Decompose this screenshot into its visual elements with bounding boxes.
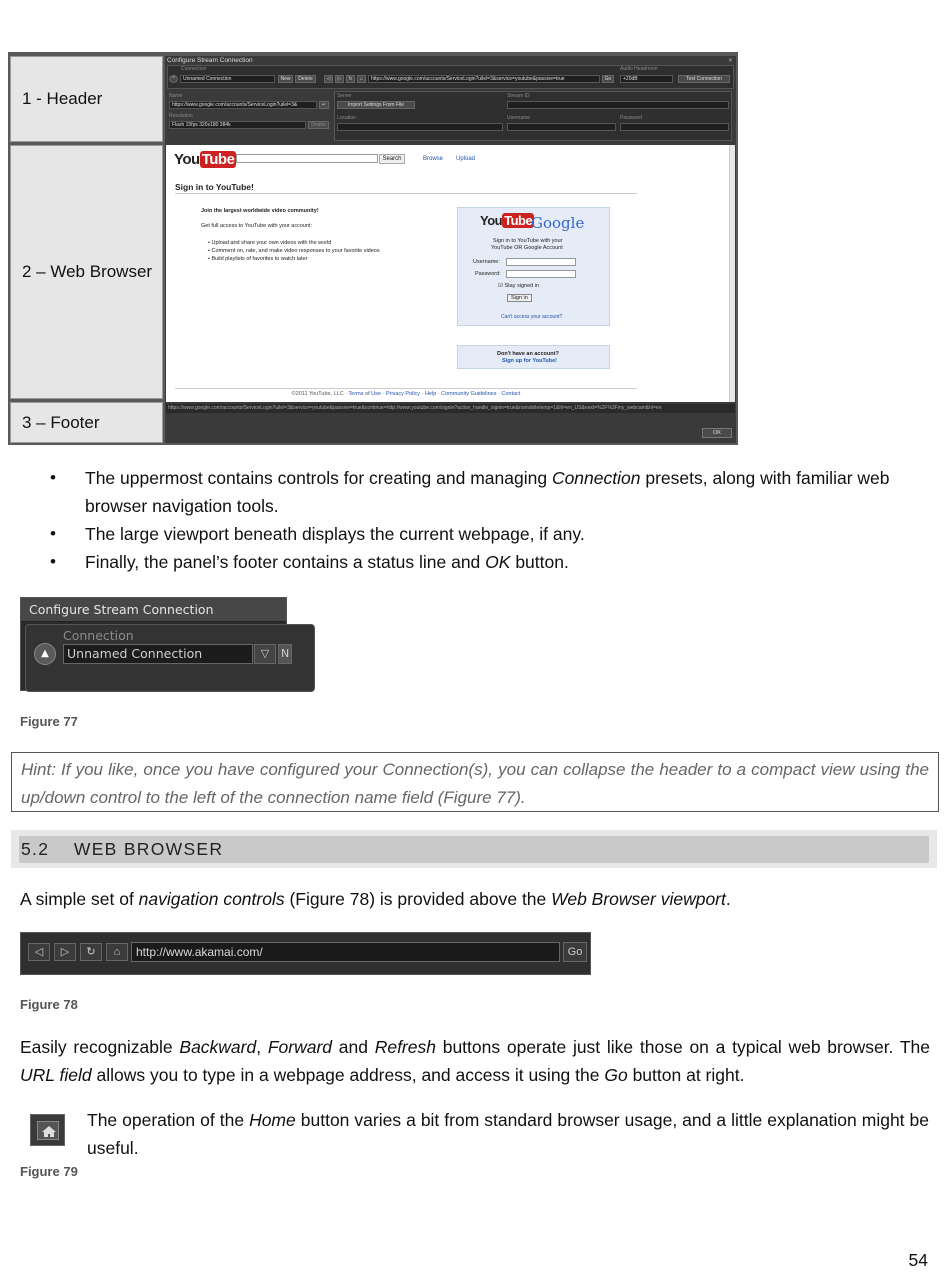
username-label: Username [507, 115, 531, 121]
window-title: Configure Stream Connection [167, 57, 253, 64]
home-button[interactable]: ⌂ [357, 75, 366, 83]
access-text: Get full access to YouTube with your account: [201, 223, 313, 229]
figure-77-caption: Figure 77 [20, 714, 78, 729]
collapse-toggle-icon[interactable]: ^ [169, 75, 178, 83]
cant-access-link[interactable]: Can't access your account? [501, 314, 563, 320]
vertical-scrollbar[interactable] [729, 145, 735, 402]
page-number: 54 [908, 1250, 928, 1270]
name-field[interactable]: https://www.google.com/accounts/ServiceLogin?uilel=3& [169, 101, 317, 109]
box-text-2: YouTube OR Google Account [491, 245, 563, 251]
server-panel [334, 91, 732, 141]
join-text: Join the largest worldwide video community! [201, 208, 319, 214]
name-label: Name [169, 93, 183, 99]
terms-link[interactable]: Terms of Use [348, 391, 381, 397]
server-label: Server [337, 93, 352, 99]
no-account-text: Don't have an account? [497, 351, 559, 357]
youtube-search-input[interactable] [236, 154, 378, 163]
location-label: Location [337, 115, 356, 121]
section-heading [11, 830, 937, 868]
resolution-select[interactable]: Flash 15fps 320x180 384k [169, 121, 306, 129]
bullet-item: • The uppermost contains controls for creating and managing Connection presets, along with familiar web browser navigation tools. [50, 464, 930, 520]
enter-icon[interactable]: ↵ [319, 101, 329, 109]
sign-in-heading: Sign in to YouTube! [175, 182, 254, 192]
feature-item: • Comment on, rate, and make video responses to your favorite videos [208, 248, 380, 254]
password-field[interactable] [620, 123, 729, 131]
youtube-search-button[interactable]: Search [379, 154, 405, 164]
configure-stream-connection-window [165, 56, 736, 443]
figure-77-image [20, 597, 290, 691]
region-labels [10, 54, 163, 443]
paragraph-navigation: A simple set of navigation controls (Figure 78) is provided above the Web Browser viewport. [20, 889, 731, 909]
web-browser-viewport[interactable] [166, 145, 735, 402]
status-line: https://www.google.com/accounts/ServiceLogin?uilel=3&service=youtube&passive=true&continue=http://www.youtube.com/signin?action_handle_signin=true&nomobiletemp=1&hl=en_US&next=%2F%3Fmy_webcam&hl=en [166, 404, 735, 413]
upload-link[interactable]: Upload [456, 156, 476, 162]
resolution-delete-button[interactable]: Delete [308, 121, 329, 129]
username-label: Username: [473, 259, 500, 265]
privacy-link[interactable]: Privacy Policy [385, 391, 421, 397]
paragraph-home: The operation of the Home button varies a bit from standard browser usage, and a little explanation might be useful. [87, 1110, 930, 1158]
close-icon[interactable]: ✕ [727, 58, 733, 64]
ok-button[interactable]: OK [702, 428, 732, 438]
label-header: 1 - Header [10, 56, 163, 142]
sign-in-button[interactable]: Sign in [507, 294, 532, 302]
username-input[interactable] [506, 258, 576, 266]
new-button-partial[interactable]: N [278, 644, 292, 664]
refresh-button[interactable]: ↻ [80, 943, 102, 961]
new-button[interactable]: New [278, 75, 293, 83]
collapse-toggle-icon[interactable]: ▲ [34, 643, 56, 665]
resolution-label: Resolution [169, 113, 193, 119]
go-button[interactable]: Go [602, 75, 614, 83]
audio-headroom-label: Audio Headroom [620, 66, 658, 72]
connection-label: Connection [181, 66, 207, 72]
label-footer: 3 – Footer [10, 402, 163, 443]
password-input[interactable] [506, 270, 576, 278]
stay-signed-in-checkbox[interactable]: ☑ Stay signed in [498, 283, 540, 289]
youtube-small-logo: You Tube [480, 213, 533, 228]
audio-headroom-select[interactable]: +20dB [620, 75, 673, 83]
chevron-down-icon[interactable]: ▽ [254, 644, 276, 664]
test-connection-button[interactable]: Test Connection [678, 75, 730, 83]
password-label: Password: [475, 271, 501, 277]
window-title: Configure Stream Connection [21, 598, 286, 622]
forward-button[interactable]: ▷ [335, 75, 344, 83]
forward-button[interactable]: ▷ [54, 943, 76, 961]
go-button[interactable]: Go [563, 942, 587, 962]
back-button[interactable]: ◁ [324, 75, 333, 83]
box-text-1: Sign in to YouTube with your [493, 238, 563, 244]
url-field[interactable]: http://www.akamai.com/ [131, 942, 560, 962]
password-label: Password [620, 115, 642, 121]
feature-item: • Build playlists of favorites to watch later [208, 256, 308, 262]
feature-item: • Upload and share your own videos with the world [208, 240, 332, 246]
figure-78-caption: Figure 78 [20, 997, 78, 1012]
figure-79-caption: Figure 79 [20, 1164, 78, 1179]
refresh-button[interactable]: ↻ [346, 75, 355, 83]
back-button[interactable]: ◁ [28, 943, 50, 961]
location-field[interactable] [337, 123, 503, 131]
figure-78-navigation-bar [20, 932, 591, 975]
sign-up-box [457, 345, 610, 369]
stream-id-label: Stream ID [507, 93, 530, 99]
stream-id-field[interactable] [507, 101, 729, 109]
username-field[interactable] [507, 123, 616, 131]
import-settings-button[interactable]: Import Settings From File [337, 101, 415, 109]
connection-name-field[interactable]: Unnamed Connection [63, 644, 253, 664]
help-link[interactable]: Help [424, 391, 437, 397]
hint-box: Hint: If you like, once you have configured your Connection(s), you can collapse the header to a compact view using the up/down control to the left of the connection name field (Figure 77). [11, 752, 939, 812]
sign-up-link[interactable]: Sign up for YouTube! [502, 358, 557, 364]
contact-link[interactable]: Contact [501, 391, 521, 397]
delete-button[interactable]: Delete [295, 75, 316, 83]
sign-in-box [457, 207, 610, 326]
google-logo: Google [531, 214, 585, 232]
browse-link[interactable]: Browse [423, 156, 444, 162]
label-web-browser: 2 – Web Browser [10, 145, 163, 399]
paragraph-buttons: Easily recognizable Backward, Forward and Refresh buttons operate just like those on a typical web browser. The URL field allows you to type in a webpage address, and access it using the Go button at right. [20, 1037, 930, 1085]
feature-bullet-list [50, 464, 930, 576]
youtube-footer: ©2011 YouTube, LLC · Terms of Use · Privacy Policy · Help · Community Guidelines · Contact [175, 388, 637, 397]
connection-select[interactable]: Unnamed Connection [180, 75, 275, 83]
section-title: 5.2 WEB BROWSER [19, 836, 929, 863]
divider [175, 193, 637, 194]
bullet-item: • Finally, the panel’s footer contains a status line and OK button. [50, 548, 930, 576]
home-button[interactable]: ⌂ [106, 943, 128, 961]
youtube-logo: You Tube [174, 151, 235, 168]
guidelines-link[interactable]: Community Guidelines [441, 391, 497, 397]
bullet-item: • The large viewport beneath displays the current webpage, if any. [50, 520, 930, 548]
connection-label: Connection [63, 628, 134, 643]
home-icon-svg [38, 1122, 60, 1141]
url-field[interactable]: https://www.google.com/accounts/ServiceLogin?uilel=3&service=youtube&passive=true [368, 75, 600, 83]
home-icon [37, 1121, 59, 1140]
figure-79-home-button [30, 1114, 65, 1146]
annotated-screenshot-figure [8, 52, 738, 445]
